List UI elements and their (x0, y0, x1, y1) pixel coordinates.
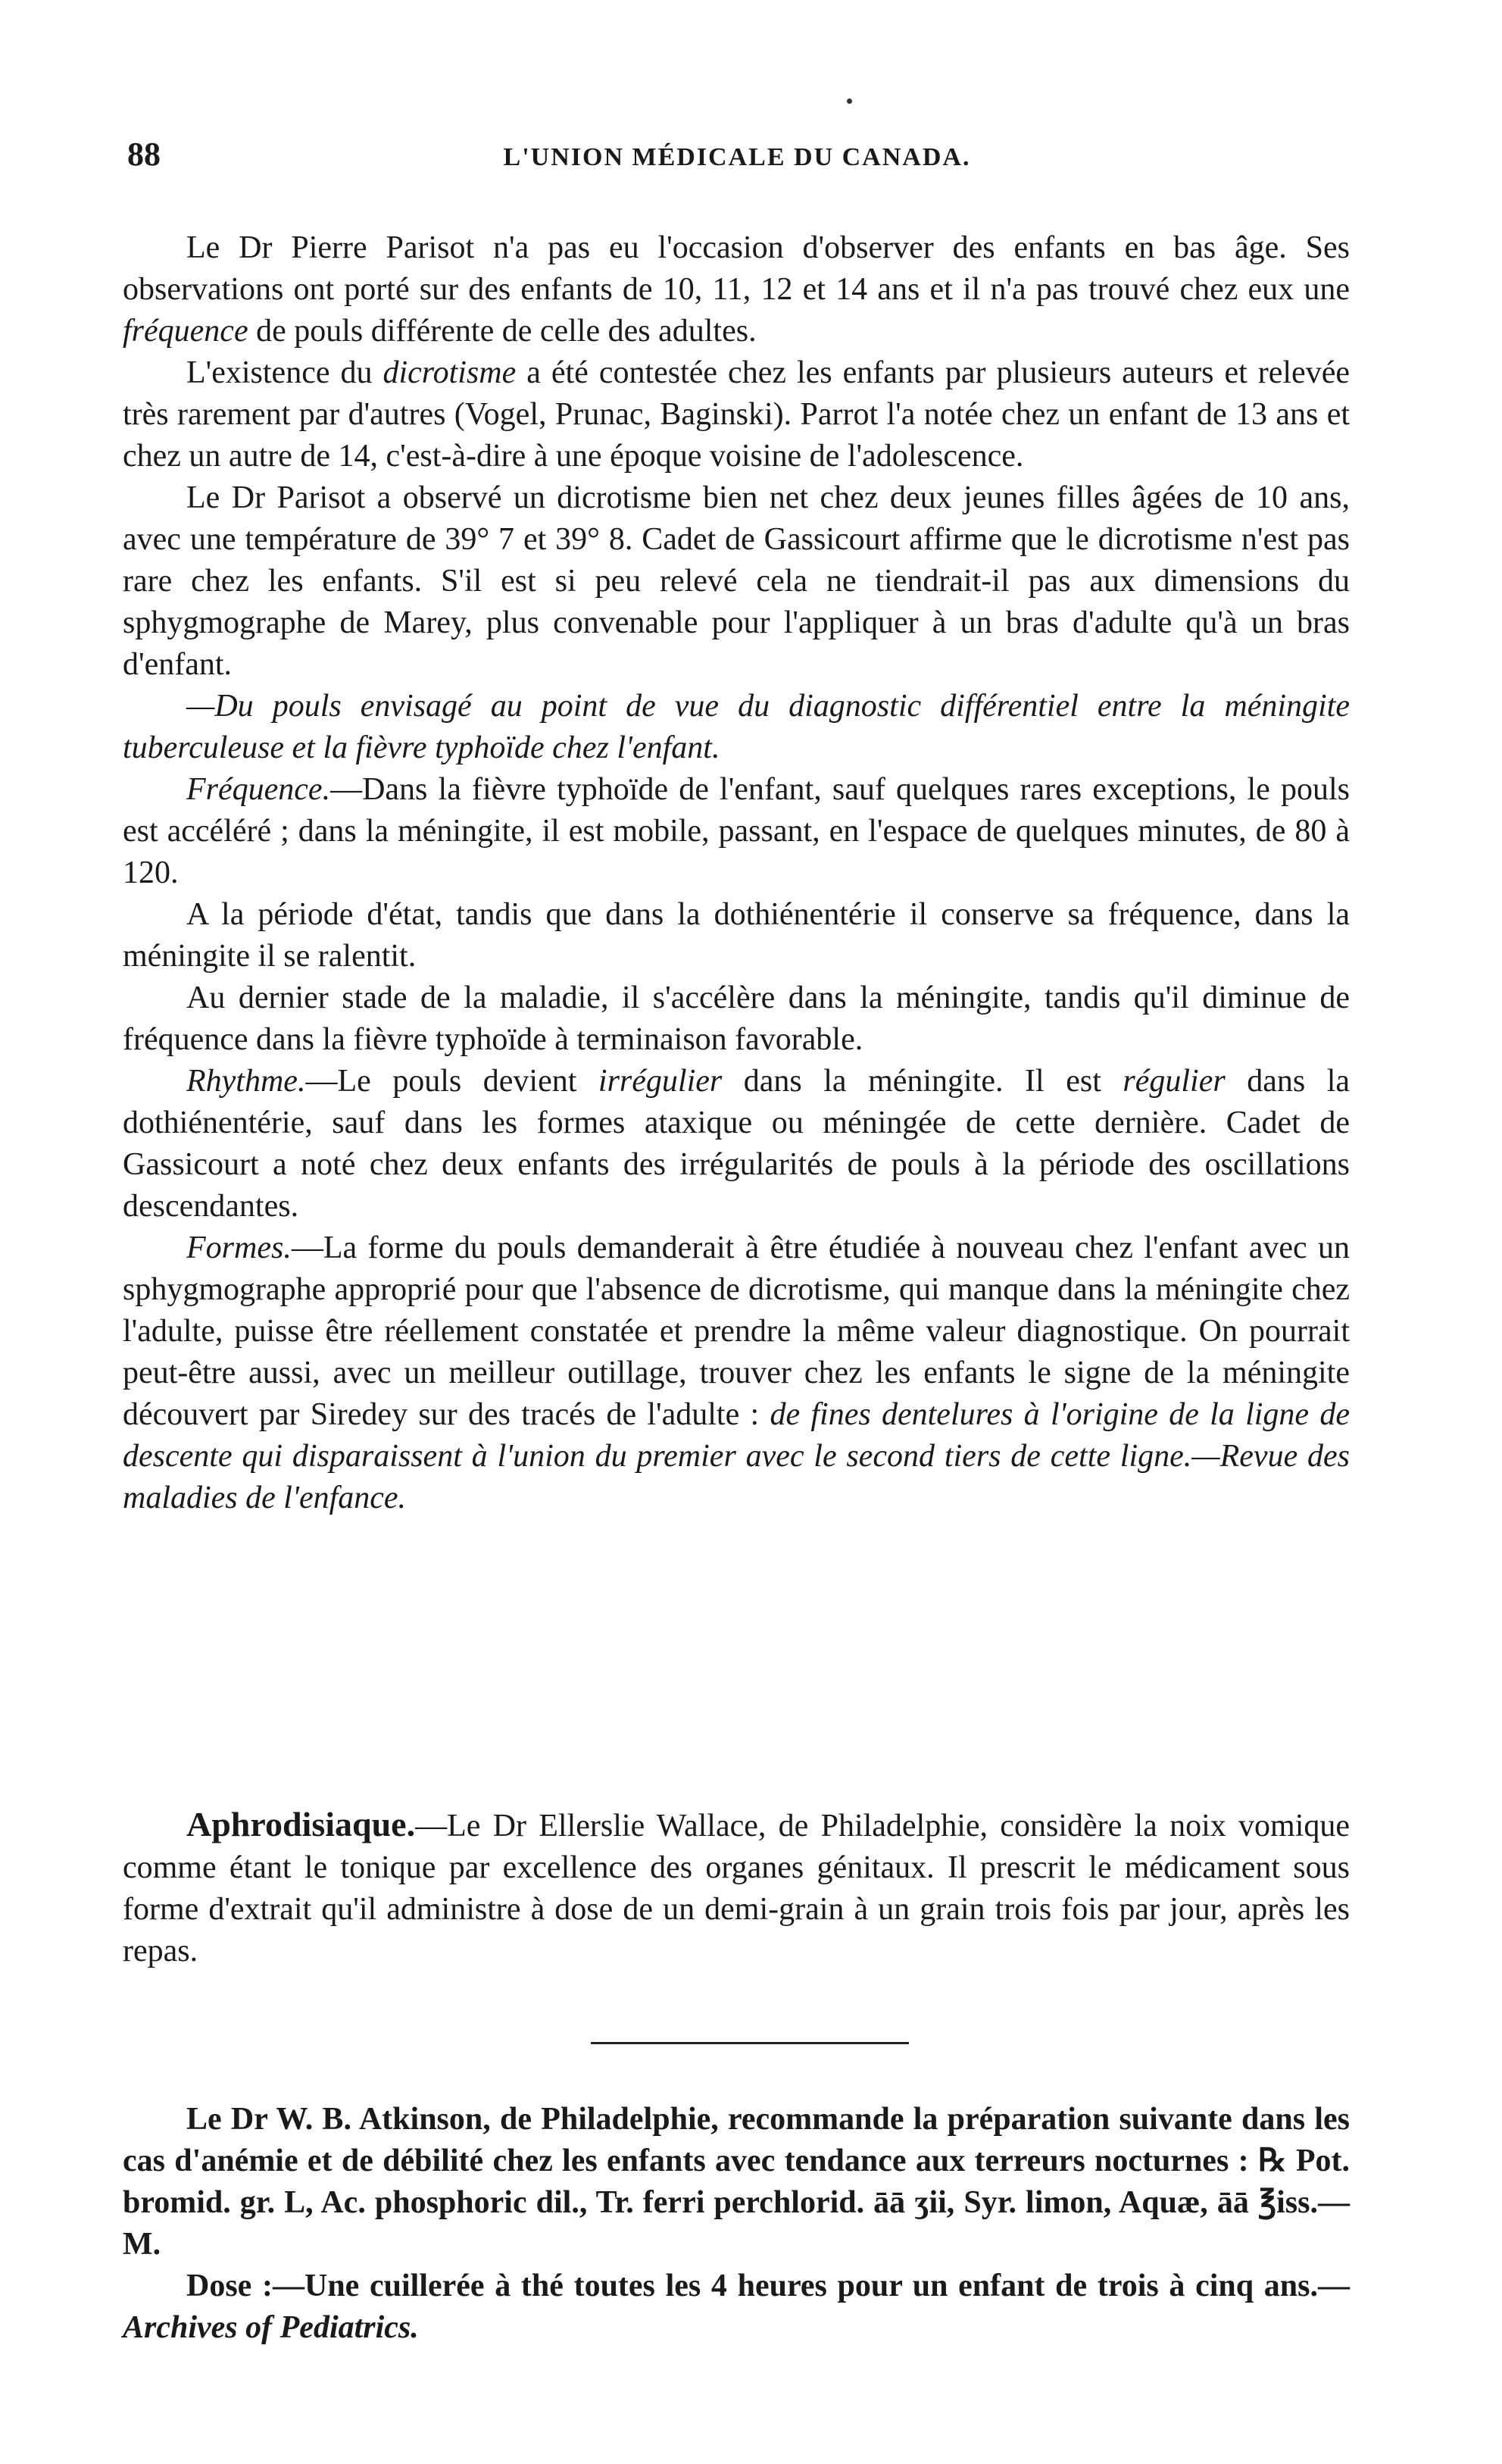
article-title: Aphrodisiaque. (186, 1805, 416, 1843)
running-title: L'UNION MÉDICALE DU CANADA. (503, 143, 971, 171)
article-atkinson (123, 2099, 1350, 2349)
paragraph: Fréquence.—Dans la fièvre typhoïde de l'enfant, sauf quelques rares exceptions, le pouls est accéléré ; dans la méningite, il est mobile, passant, en l'espace de quelques minutes, de 80 à 120. (123, 772, 1350, 890)
page-number: 88 (127, 136, 161, 173)
section-divider (591, 2042, 909, 2044)
paragraph: Le Dr W. B. Atkinson, de Philadelphie, recommande la préparation suivante dans les cas d'anémie et de débilité chez les enfants avec tendance aux terreurs nocturnes : ℞ Pot. bromid. gr. L, Ac. phosphoric dil., Tr. ferri perchlorid. āā ʒii, Syr. limon, Aquæ, āā ℥iss.—M. (123, 2102, 1350, 2262)
print-speck (847, 98, 852, 104)
paragraph: Aphrodisiaque.—Le Dr Ellerslie Wallace, de Philadelphie, considère la noix vomique comme étant le tonique par excellence des organes génitaux. Il prescrit le médicament sous forme d'extrait qu'il administre à dose de un demi-grain à un grain trois fois par jour, après les repas. (123, 1805, 1350, 1968)
paragraph: Le Dr Pierre Parisot n'a pas eu l'occasion d'observer des enfants en bas âge. Ses observations ont porté sur des enfants de 10, 11, 12 et 14 ans et il n'a pas trouvé chez eux une fréquence de pouls différente de celle des adultes. (123, 230, 1350, 349)
article-pulse (123, 227, 1350, 1519)
paragraph: L'existence du dicrotisme a été contestée chez les enfants par plusieurs auteurs et relevée très rarement par d'autres (Vogel, Prunac, Baginski). Parrot l'a notée chez un enfant de 13 ans et chez un autre de 14, c'est-à-dire à une époque voisine de l'adolescence. (123, 355, 1350, 474)
paragraph: Rhythme.—Le pouls devient irrégulier dans la méningite. Il est régulier dans la dothiénentérie, sauf dans les formes ataxique ou méningée de cette dernière. Cadet de Gassicourt a noté chez deux enfants des irrégularités de pouls à la période des oscillations descendantes. (123, 1064, 1351, 1224)
paragraph: Formes.—La forme du pouls demanderait à être étudiée à nouveau chez l'enfant avec un sphygmographe approprié pour que l'absence de dicrotisme, qui manque dans la méningite chez l'adulte, puisse être réellement constatée et prendre la même valeur diagnostique. On pourrait peut-être aussi, avec un meilleur outillage, trouver chez les enfants le signe de la méningite découvert par Siredey sur des tracés de l'adulte : de fines dentelures à l'origine de la ligne de descente qui disparaissent à l'union du premier avec le second tiers de cette ligne.—Revue des maladies de l'enfance. (123, 1230, 1350, 1515)
paragraph: Au dernier stade de la maladie, il s'accélère dans la méningite, tandis qu'il diminue de fréquence dans la fièvre typhoïde à terminaison favorable. (123, 980, 1350, 1057)
page-header (127, 133, 1347, 176)
section-heading: —Du pouls envisagé au point de vue du diagnostic différentiel entre la méningite tuberculeuse et la fièvre typhoïde chez l'enfant. (123, 689, 1350, 765)
paragraph: Dose :—Une cuillerée à thé toutes les 4 heures pour un enfant de trois à cinq ans.—Archives of Pediatrics. (123, 2269, 1350, 2345)
paragraph: A la période d'état, tandis que dans la dothiénentérie il conserve sa fréquence, dans la méningite il se ralentit. (123, 897, 1350, 974)
article-aphrodisiac (123, 1803, 1350, 1972)
paragraph: Le Dr Parisot a observé un dicrotisme bien net chez deux jeunes filles âgées de 10 ans, avec une température de 39° 7 et 39° 8. Cadet de Gassicourt affirme que le dicrotisme n'est pas rare chez les enfants. S'il est si peu relevé cela ne tiendrait-il pas aux dimensions du sphygmographe de Marey, plus convenable pour l'appliquer à un bras d'adulte qu'à un bras d'enfant. (123, 480, 1350, 682)
